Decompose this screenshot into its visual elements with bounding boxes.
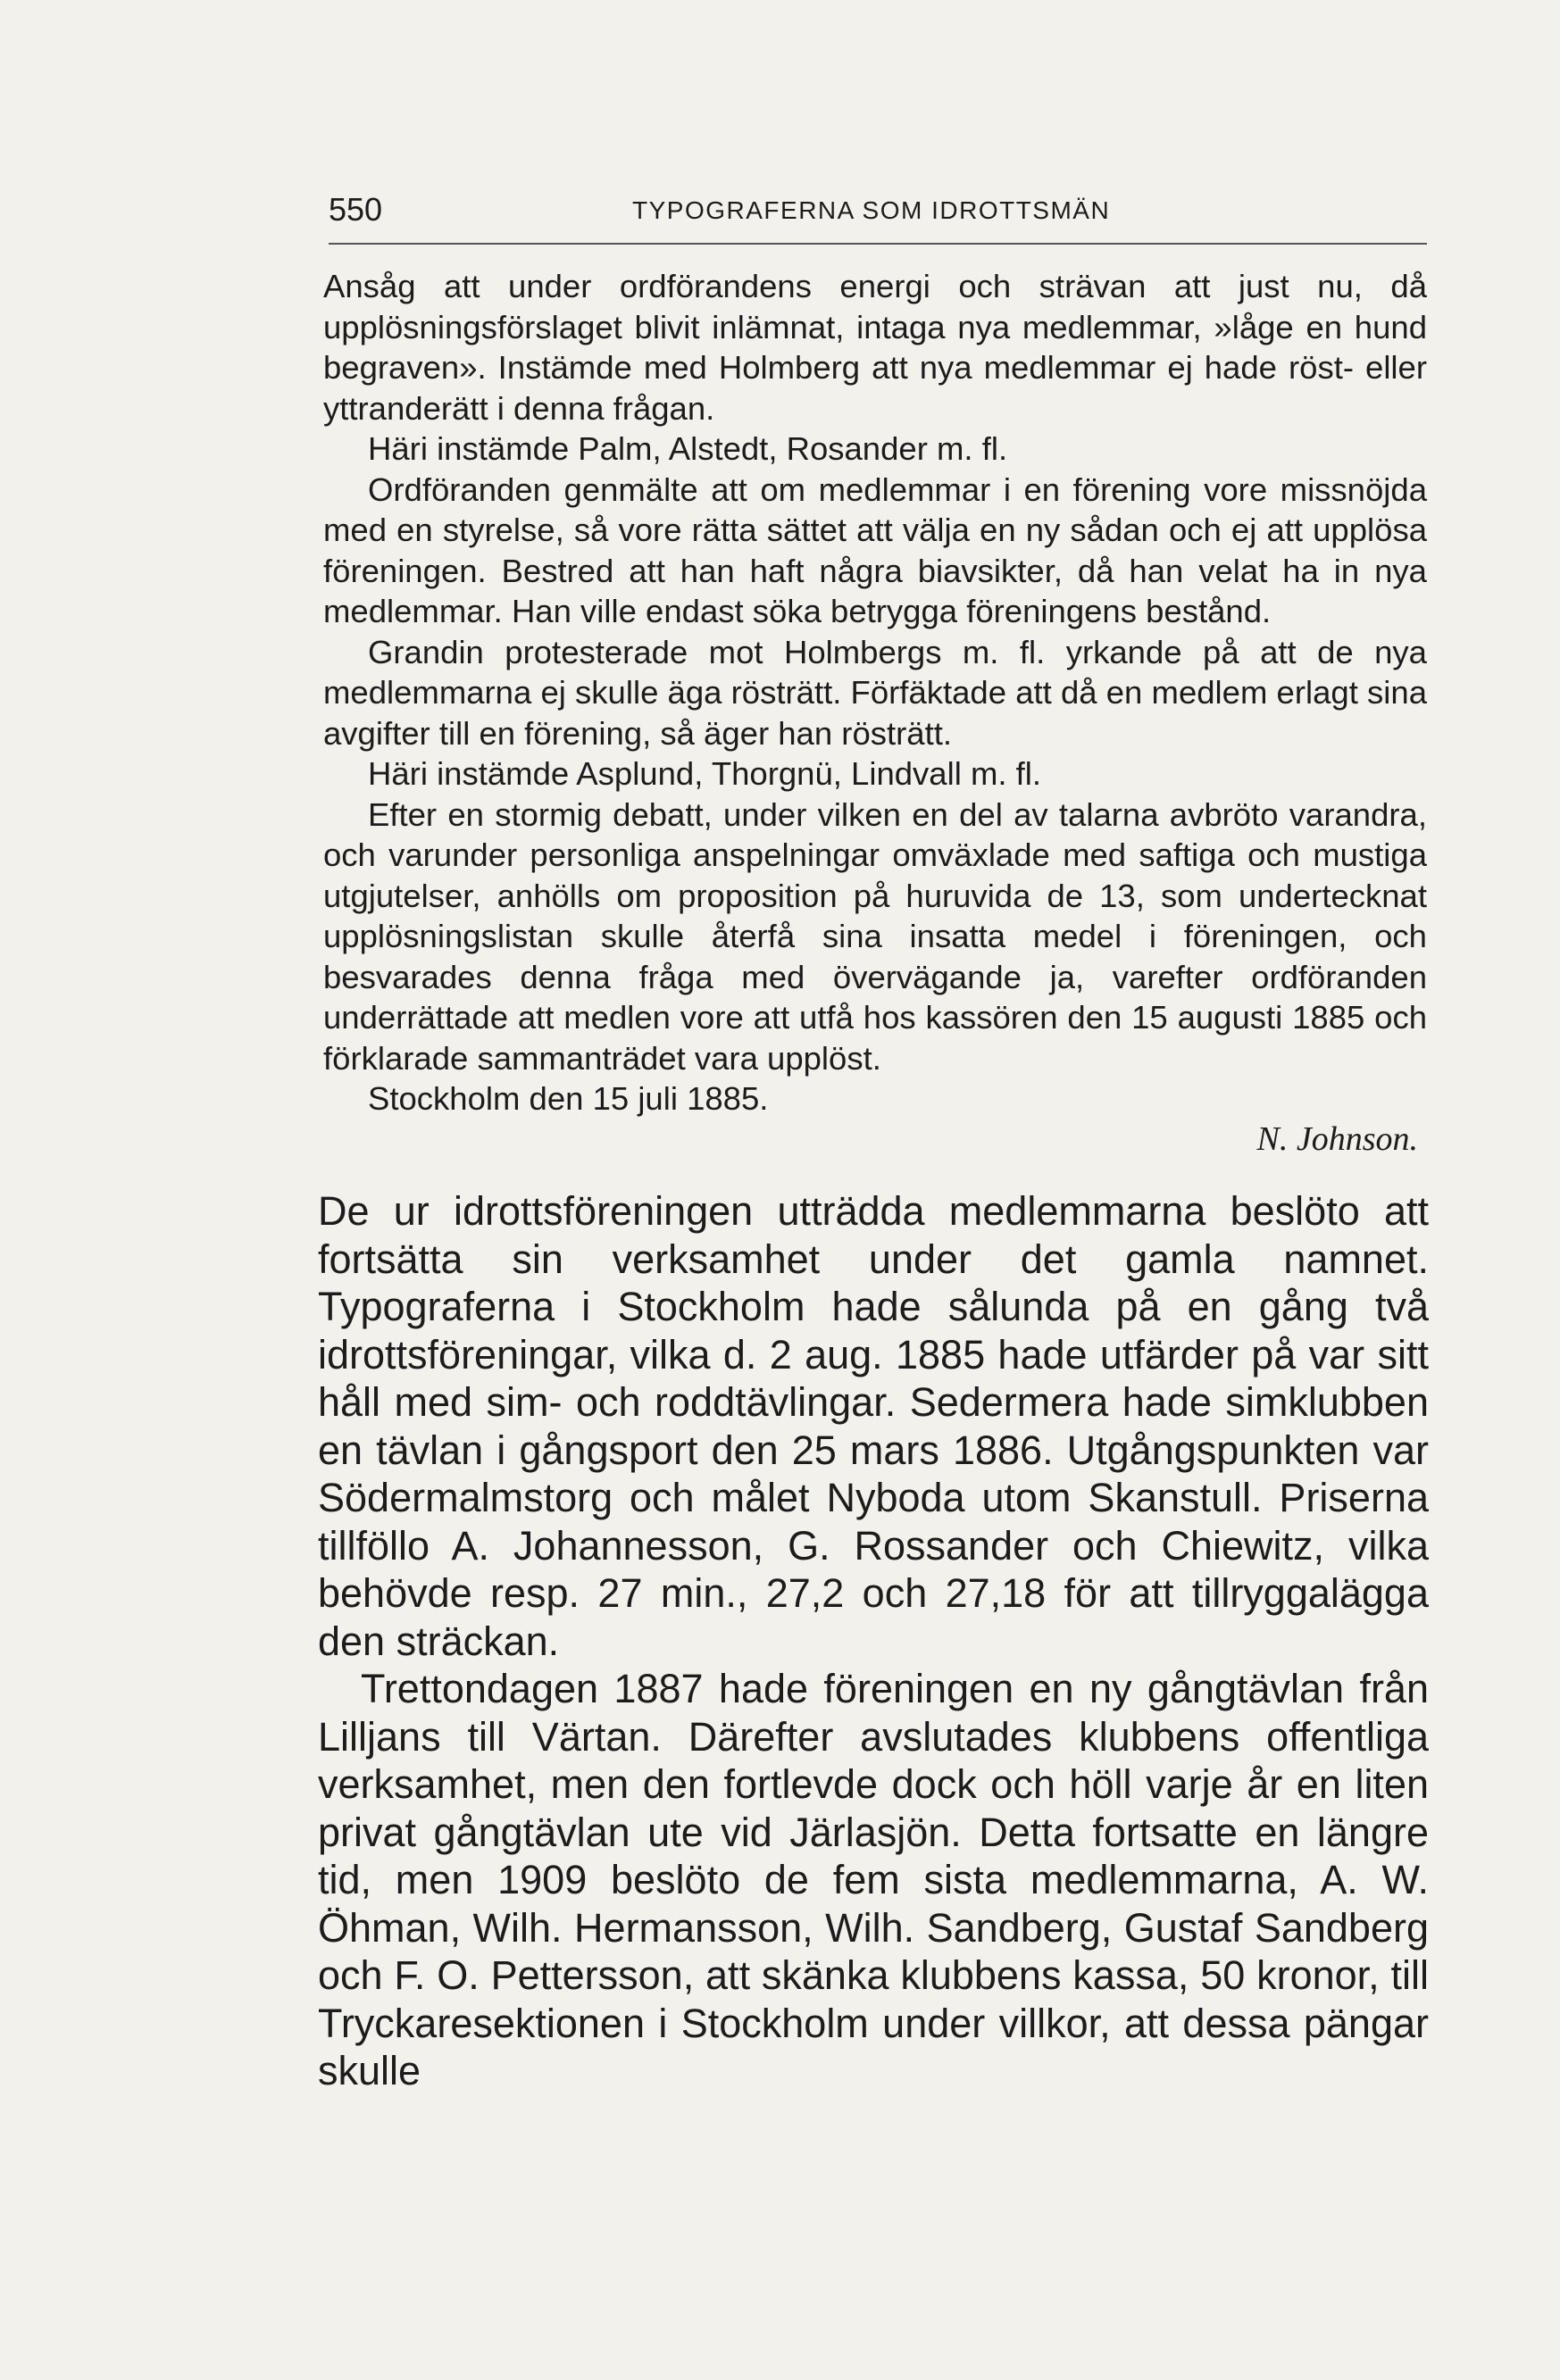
- page-number: 550: [329, 191, 383, 228]
- body-paragraph: De ur idrottsföreningen utträdda medlemmarna beslöto att fortsätta sin verksamhet under det gamla namnet. Typograferna i Stockholm hade sålunda på en gång två idrottsföreningar, vilka d. 2 aug. 1885 hade utfärder på var sitt håll med sim- och roddtävlingar. Sedermera hade simklubben en tävlan i gångsport den 25 mars 1886. Utgångspunkten var Södermalmstorg och målet Nyboda utom Skanstull. Priserna tillföllo A. Johannesson, G. Rossander och Chiewitz, vilka behövde resp. 27 min., 27,2 och 27,18 för att tillryggalägga den sträckan.: [318, 1188, 1429, 1664]
- minutes-paragraph: Ansåg att under ordförandens energi och strävan att just nu, då upplösningsförslaget blivit inlämnat, intaga nya medlemmar, »låge en hund begraven». Instämde med Holmberg att nya medlemmar ej hade röst- eller yttranderätt i denna frågan.: [323, 268, 1427, 427]
- running-title: TYPOGRAFERNA SOM IDROTTSMÄN: [632, 196, 1111, 224]
- minutes-date: Stockholm den 15 juli 1885.: [368, 1080, 769, 1117]
- main-text: [318, 1187, 1429, 2095]
- minutes-paragraph: Ordföranden genmälte att om medlemmar i en förening vore missnöjda med en styrelse, så vore rätta sättet att välja en ny sådan och ej att upplösa föreningen. Bestred att han haft några biavsikter, då han velat ha in nya medlemmar. Han ville endast söka betrygga föreningens bestånd.: [323, 470, 1427, 629]
- minutes-paragraph: Häri instämde Asplund, Thorgnü, Lindvall m. fl.: [368, 755, 1042, 792]
- meeting-minutes: [323, 266, 1427, 1160]
- minutes-signature: N. Johnson.: [1256, 1119, 1418, 1158]
- header-rule: [329, 243, 1427, 245]
- minutes-paragraph: Häri instämde Palm, Alstedt, Rosander m. fl.: [368, 430, 1008, 467]
- minutes-paragraph: Grandin protesterade mot Holmbergs m. fl. yrkande på att de nya medlemmarna ej skulle äga rösträtt. Förfäktade att då en medlem erlagt sina avgifter till en förening, så äger han rösträtt.: [323, 633, 1427, 752]
- body-paragraph: Trettondagen 1887 hade föreningen en ny gångtävlan från Lilljans till Värtan. Därefter avslutades klubbens offentliga verksamhet, men den fortlevde dock och höll varje år en liten privat gångtävlan ute vid Järlasjön. Detta fortsatte en längre tid, men 1909 beslöto de fem sista medlemmarna, A. W. Öhman, Wilh. Hermansson, Wilh. Sandberg, Gustaf Sandberg och F. O. Pettersson, att skänka klubbens kassa, 50 kronor, till Tryckaresektionen i Stockholm under villkor, att dessa pängar skulle: [318, 1666, 1429, 2093]
- minutes-paragraph: Efter en stormig debatt, under vilken en del av talarna avbröto varandra, och varunder personliga anspelningar omväxlade med saftiga och mustiga utgjutelser, anhölls om proposition på huruvida de 13, som undertecknat upplösningslistan skulle återfå sina insatta medel i föreningen, och besvarades denna fråga med övervägande ja, varefter ordföranden underrättade att medlen vore att utfå hos kassören den 15 augusti 1885 och förklarade sammanträdet vara upplöst.: [323, 795, 1427, 1077]
- page-header: [329, 191, 1427, 236]
